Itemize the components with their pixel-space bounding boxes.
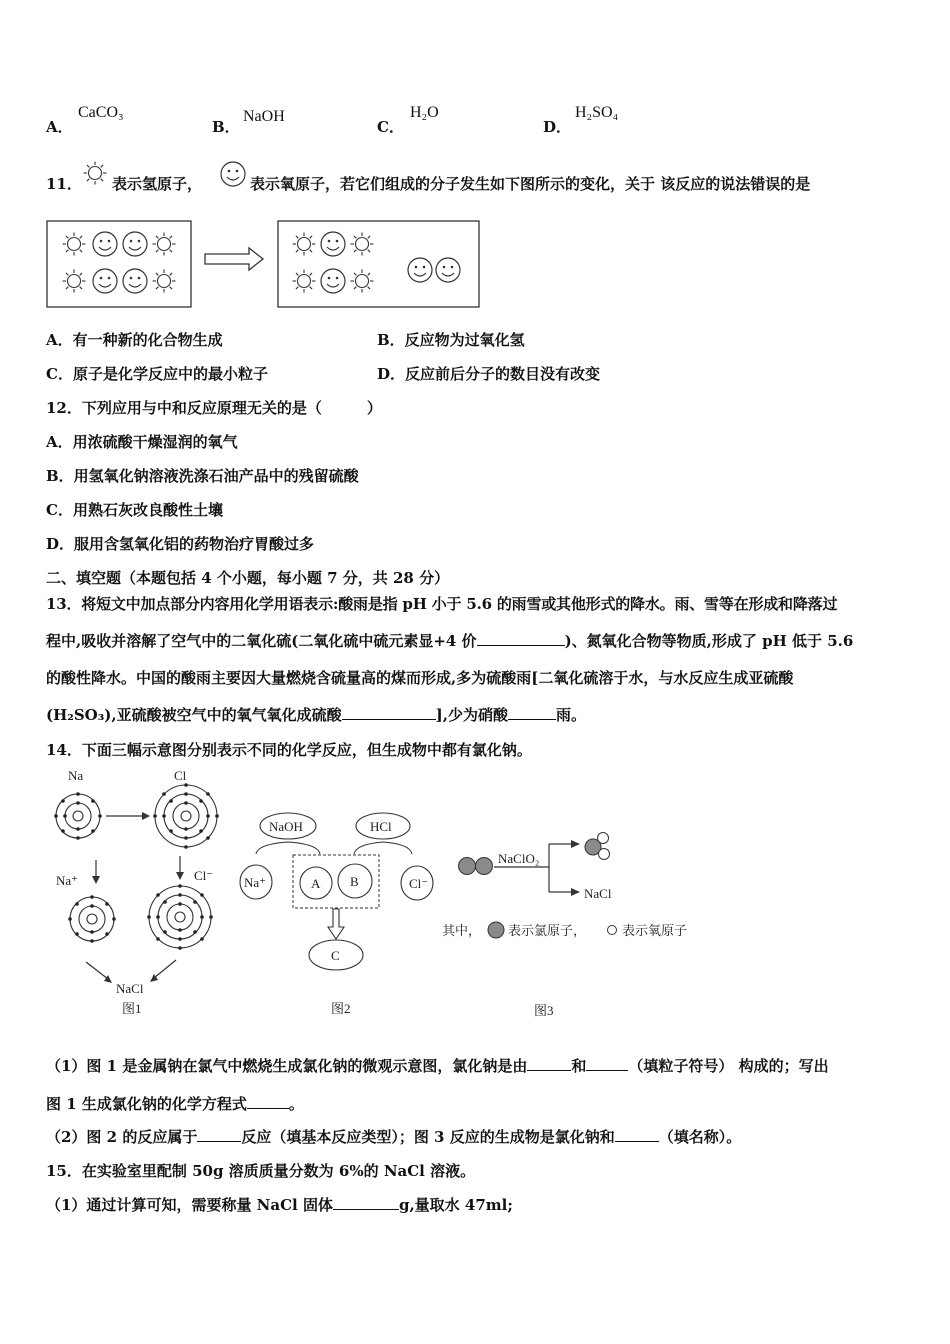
oxygen-molecule: [408, 258, 460, 282]
fig2-naoh-label: NaOH: [269, 819, 303, 834]
fig2-caption: 图2: [331, 1001, 351, 1016]
q13-line2-text-b: )、氮氧化合物等物质,形成了 pH 低于 5.6: [564, 632, 854, 650]
oxygen-atom-icon: [218, 160, 248, 190]
q13-blank-sulfur-valence[interactable]: [477, 631, 565, 646]
fig2-cl-ion-label: Cl⁻: [409, 876, 429, 891]
q11-option-c: C．原子是化学反应中的最小粒子: [46, 365, 268, 383]
fig3-legend-text-a: 其中，: [442, 923, 482, 938]
fig3-legend-text-b: 表示氯原子，: [508, 923, 587, 938]
q13-blank-nitric-acid[interactable]: [508, 705, 556, 720]
q13-blank-sulfuric-acid[interactable]: [342, 705, 436, 720]
q13-line2-text-a: 程中,吸收并溶解了空气中的二氧化硫(二氧化硫中硫元素显+4 价: [46, 632, 477, 650]
fig2-a-label: A: [311, 876, 321, 891]
fig1-na-ion-label: Na⁺: [56, 873, 79, 888]
fig2-b-label: B: [350, 874, 359, 889]
chlorine-atom-legend-icon: [488, 922, 504, 938]
q14-sub1-text-d: 图 1 生成氯化钠的化学方程式: [46, 1095, 247, 1113]
q14-blank-particle-1[interactable]: [527, 1056, 571, 1071]
q15-stem: 15．在实验室里配制 50g 溶质质量分数为 6%的 NaCl 溶液。: [46, 1162, 476, 1180]
q14-sub2-text-b: 反应（填基本反应类型）；图 3 反应的生成物是氯化钠和: [241, 1128, 615, 1146]
q14-sub2-text-c: （填名称）。: [658, 1128, 742, 1146]
section-heading: 二、填空题（本题包括 4 个小题，每小题 7 分，共 28 分）: [46, 569, 450, 587]
fig2-hcl-label: HCl: [370, 819, 392, 834]
na-atom: [54, 792, 102, 840]
q14-sub1-text-b: 和: [571, 1057, 587, 1075]
q14-sub2: [46, 1127, 741, 1147]
q14-blank-particle-2[interactable]: [586, 1056, 628, 1071]
fig2-na-ion-label: Na⁺: [244, 875, 267, 890]
oxygen-atom-legend-icon: [608, 926, 617, 935]
reactant-molecule-1: [63, 232, 176, 256]
arrow-right-icon: [205, 248, 263, 270]
q10-option-b-formula: NaOH: [243, 108, 285, 125]
q12-option-a: A．用浓硫酸干燥湿润的氧气: [46, 433, 238, 451]
q10-option-b-letter: B．: [212, 118, 240, 136]
q13-line4: [46, 705, 586, 725]
water-molecule-2: [293, 269, 374, 293]
q10-option-c-letter: C．: [377, 118, 404, 136]
na-ion: [68, 895, 116, 943]
q12-option-b: B．用氢氧化钠溶液洗涤石油产品中的残留硫酸: [46, 467, 359, 485]
q11-number: 11．: [46, 175, 82, 193]
figure-2: [236, 806, 446, 1024]
q10-option-d-letter: D．: [543, 118, 572, 136]
fig3-product-label: NaCl: [584, 886, 612, 901]
q11-text-b: 表示氧原子，若它们组成的分子发生如下图所示的变化，关于 该反应的说法错误的是: [250, 175, 811, 193]
fig2-c-label: C: [331, 948, 340, 963]
q15-sub1-text-a: （1）通过计算可知，需要称量 NaCl 固体: [46, 1196, 333, 1214]
q10-option-a-letter: A．: [46, 118, 73, 136]
q13-line3: 的酸性降水。中国的酸雨主要因大量燃烧含硫量高的煤而形成,多为硫酸雨[二氧化硫溶于水，与水反应生成亚硫酸: [46, 669, 794, 687]
q14-blank-reaction-type[interactable]: [197, 1127, 241, 1142]
fig1-na-label: Na: [68, 768, 84, 783]
chlorine-dioxide-molecule: [585, 833, 610, 860]
q13-line4-text-c: 雨。: [555, 706, 586, 724]
q13-line4-text-a: (H₂SO₃),亚硫酸被空气中的氧气氧化成硫酸: [46, 706, 342, 724]
q14-sub1-text-c: （填粒子符号） 构成的；写出: [628, 1057, 829, 1075]
q14-sub1-text-e: 。: [288, 1095, 304, 1113]
q15-sub1-text-b: g,量取水 47ml;: [398, 1196, 513, 1214]
q14-sub1-line1: [46, 1056, 829, 1076]
hydrogen-atom-icon: [82, 160, 110, 188]
q13-line4-text-b: ],少为硝酸: [435, 706, 508, 724]
q14-blank-equation[interactable]: [247, 1094, 289, 1109]
reactant-box: [47, 221, 191, 307]
fig1-product-label: NaCl: [116, 981, 144, 996]
fig1-caption: 图1: [122, 1001, 142, 1016]
q11-text-a: 表示氢原子，: [112, 175, 203, 193]
q10-option-c-formula: H₂O: [410, 104, 439, 121]
q12-option-d: D．服用含氢氧化铝的药物治疗胃酸过多: [46, 535, 315, 553]
q14-sub2-text-a: （2）图 2 的反应属于: [46, 1128, 198, 1146]
water-molecule-1: [293, 232, 374, 256]
q11-reaction-diagram: [46, 218, 486, 310]
q10-option-d-formula: H₂SO₄: [575, 104, 619, 121]
product-box: [278, 221, 479, 307]
q13-line1: 13．将短文中加点部分内容用化学用语表示:酸雨是指 pH 小于 5.6 的雨雪或其他形式的降水。雨、雪等在形成和降落过: [46, 595, 838, 613]
q14-stem: 14．下面三幅示意图分别表示不同的化学反应，但生成物中都有氯化钠。: [46, 741, 532, 759]
q12-stem: 12．下列应用与中和反应原理无关的是（ ）: [46, 399, 382, 417]
q14-blank-product-name[interactable]: [615, 1127, 659, 1142]
q14-sub1-text-a: （1）图 1 是金属钠在氯气中燃烧生成氯化钠的微观示意图，氯化钠是由: [46, 1057, 528, 1075]
fig1-cl-label: Cl: [174, 768, 187, 783]
q10-option-a-formula: CaCO₃: [78, 104, 124, 121]
q12-option-c: C．用熟石灰改良酸性土壤: [46, 501, 223, 519]
q11-option-d: D．反应前后分子的数目没有改变: [377, 365, 601, 383]
q15-blank-nacl-mass[interactable]: [333, 1195, 399, 1210]
figure-3: [442, 826, 706, 1024]
cl-atom: [153, 783, 219, 849]
q14-sub1-line2: [46, 1094, 304, 1114]
arrow-down-icon: [328, 909, 344, 939]
figure-1: [46, 764, 236, 1026]
q11-option-a: A．有一种新的化合物生成: [46, 331, 223, 349]
reactant-molecule-2: [63, 269, 176, 293]
fig1-cl-ion-label: Cl⁻: [194, 868, 214, 883]
fig3-caption: 图3: [534, 1003, 554, 1018]
q11-option-b: B．反应物为过氧化氢: [377, 331, 525, 349]
q13-line2: [46, 631, 853, 651]
q15-sub1: [46, 1195, 513, 1215]
fig3-legend-text-c: 表示氧原子: [622, 923, 688, 938]
fig3-reagent-label: NaClO₂: [498, 851, 540, 866]
cl-ion: [147, 884, 213, 950]
